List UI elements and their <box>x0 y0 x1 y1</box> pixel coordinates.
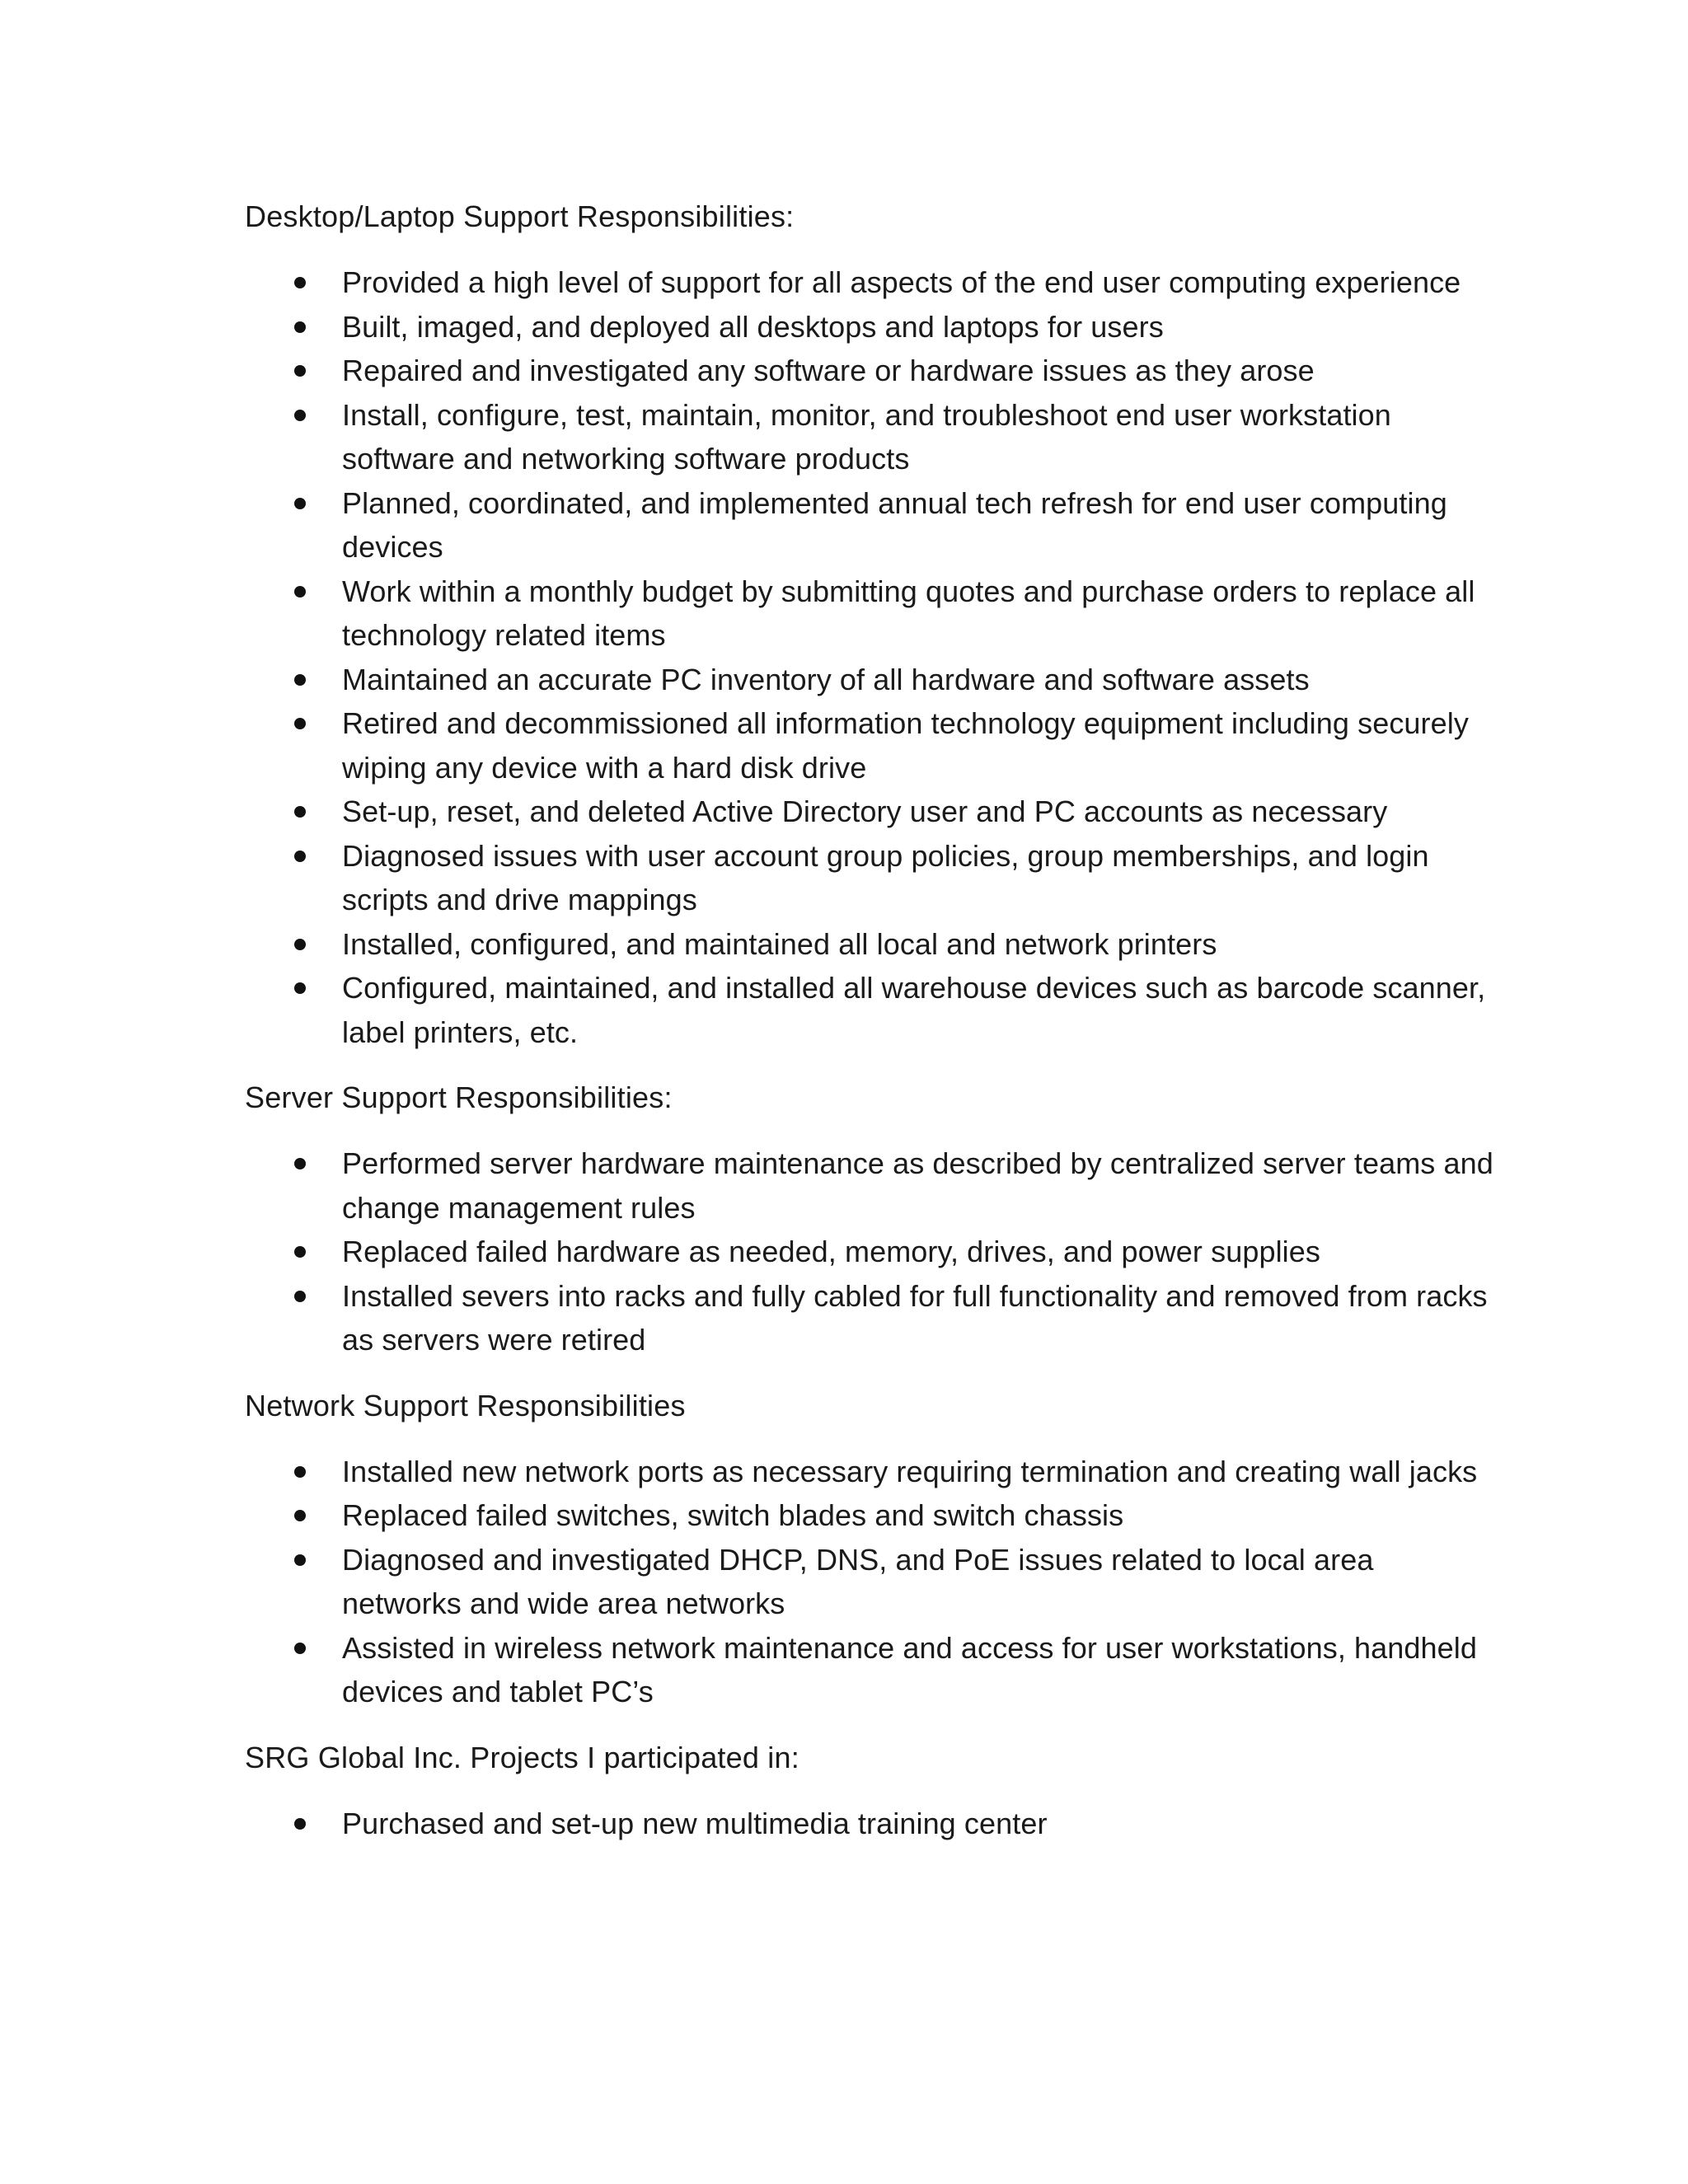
bullet-icon <box>294 982 306 994</box>
list-item <box>245 1626 1498 1714</box>
bullet-icon <box>294 851 306 862</box>
bullet-icon <box>294 321 306 333</box>
bullet-list <box>245 1450 1498 1714</box>
bullet-list <box>245 1141 1498 1362</box>
bullet-icon <box>294 1643 306 1654</box>
bullet-icon <box>294 498 306 509</box>
bullet-icon <box>294 365 306 377</box>
list-item-text: Performed server hardware maintenance as described by centralized server teams and change management rules <box>342 1146 1493 1225</box>
section-heading: Server Support Responsibilities: <box>245 1080 673 1114</box>
list-item-text: Assisted in wireless network maintenance and access for user workstations, handheld devices and tablet PC’s <box>342 1630 1477 1708</box>
bullet-icon <box>294 674 306 686</box>
list-item-text: Provided a high level of support for all aspects of the end user computing experience <box>342 265 1461 299</box>
list-item-text: Installed, configured, and maintained all local and network printers <box>342 926 1217 961</box>
list-item-text: Replaced failed hardware as needed, memory, drives, and power supplies <box>342 1235 1320 1268</box>
bullet-icon <box>294 939 306 950</box>
list-item <box>245 1450 1498 1494</box>
list-item-text: Diagnosed and investigated DHCP, DNS, and PoE issues related to local area networks and wide area networks <box>342 1542 1374 1620</box>
section-heading: SRG Global Inc. Projects I participated in: <box>245 1740 799 1774</box>
list-item-text: Planned, coordinated, and implemented annual tech refresh for end user computing devices <box>342 485 1447 564</box>
bullet-icon <box>294 1158 306 1169</box>
section-1 <box>245 194 1498 1054</box>
bullet-icon <box>294 1818 306 1830</box>
list-item <box>245 790 1498 834</box>
list-item-text: Set-up, reset, and deleted Active Directory user and PC accounts as necessary <box>342 794 1388 828</box>
list-item-text: Retired and decommissioned all information technology equipment including securely wiping any device with a hard disk drive <box>342 706 1469 785</box>
list-item <box>245 1141 1498 1230</box>
bullet-icon <box>294 1554 306 1566</box>
list-item-text: Installed severs into racks and fully cabled for full functionality and removed from racks as servers were retired <box>342 1278 1488 1357</box>
list-item <box>245 393 1498 481</box>
list-item-text: Repaired and investigated any software or hardware issues as they arose <box>342 354 1315 387</box>
list-item <box>245 349 1498 393</box>
document-body <box>245 194 1498 1867</box>
section-2 <box>245 1076 1498 1362</box>
bullet-icon <box>294 586 306 598</box>
bullet-icon <box>294 1466 306 1478</box>
bullet-icon <box>294 1246 306 1258</box>
list-item <box>245 481 1498 569</box>
section-3 <box>245 1384 1498 1714</box>
list-item <box>245 1538 1498 1626</box>
list-item-text: Configured, maintained, and installed all warehouse devices such as barcode scanner, label printers, etc. <box>342 971 1486 1049</box>
list-item <box>245 1493 1498 1538</box>
list-item <box>245 834 1498 922</box>
list-item-text: Purchased and set-up new multimedia training center <box>342 1806 1048 1840</box>
list-item-text: Work within a monthly budget by submitting quotes and purchase orders to replace all technology related items <box>342 574 1475 652</box>
list-item <box>245 658 1498 702</box>
list-item <box>245 1230 1498 1274</box>
list-item <box>245 922 1498 967</box>
list-item <box>245 1802 1498 1846</box>
bullet-icon <box>294 1291 306 1302</box>
list-item-text: Install, configure, test, maintain, monitor, and troubleshoot end user workstation software and networking software products <box>342 397 1391 476</box>
list-item-text: Replaced failed switches, switch blades and switch chassis <box>342 1498 1124 1532</box>
bullet-icon <box>294 410 306 421</box>
bullet-list <box>245 1802 1498 1846</box>
list-item-text: Maintained an accurate PC inventory of all hardware and software assets <box>342 662 1310 696</box>
bullet-icon <box>294 806 306 818</box>
list-item <box>245 1274 1498 1362</box>
bullet-list <box>245 260 1498 1054</box>
section-heading: Network Support Responsibilities <box>245 1388 686 1422</box>
list-item-text: Built, imaged, and deployed all desktops and laptops for users <box>342 309 1164 344</box>
list-item <box>245 966 1498 1054</box>
list-item <box>245 260 1498 305</box>
list-item-text: Installed new network ports as necessary requiring termination and creating wall jacks <box>342 1454 1478 1488</box>
list-item <box>245 305 1498 349</box>
list-item <box>245 701 1498 790</box>
bullet-icon <box>294 277 306 288</box>
list-item <box>245 569 1498 658</box>
bullet-icon <box>294 1510 306 1521</box>
bullet-icon <box>294 718 306 729</box>
list-item-text: Diagnosed issues with user account group policies, group memberships, and login scripts and drive mappings <box>342 838 1429 916</box>
section-4 <box>245 1736 1498 1846</box>
section-heading: Desktop/Laptop Support Responsibilities: <box>245 199 795 233</box>
